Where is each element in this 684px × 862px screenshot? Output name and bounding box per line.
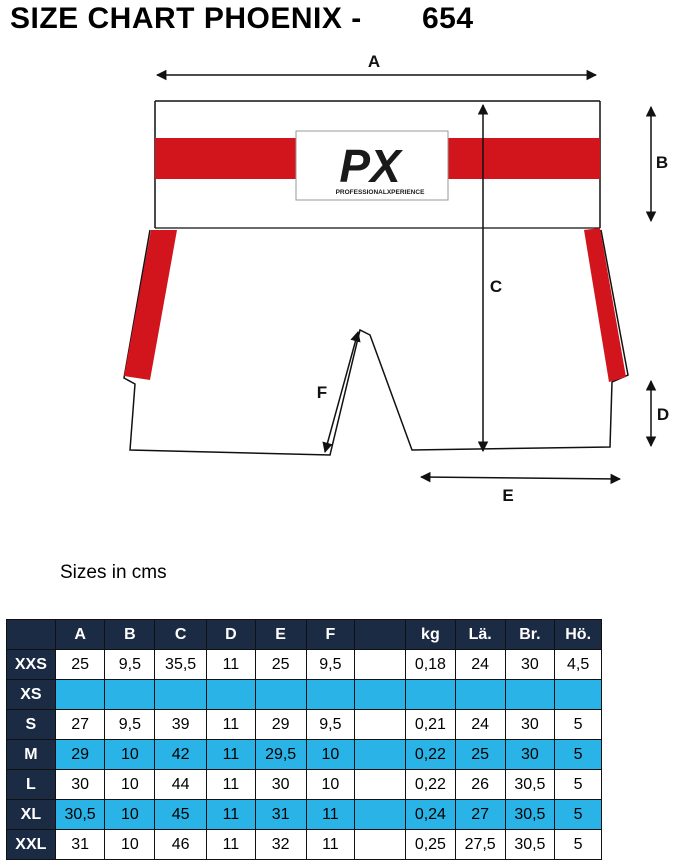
table-cell: 0,22: [406, 740, 456, 770]
column-header: kg: [406, 620, 456, 650]
table-cell: 10: [306, 740, 355, 770]
column-header: E: [255, 620, 306, 650]
table-cell: 30,5: [505, 770, 555, 800]
table-cell: 31: [255, 800, 306, 830]
table-cell: 11: [306, 800, 355, 830]
table-cell: 0,25: [406, 830, 456, 860]
table-cell: 27: [55, 710, 105, 740]
table-cell: [355, 830, 406, 860]
table-cell: 24: [455, 650, 505, 680]
table-row: [7, 800, 602, 830]
table-cell: 9,5: [105, 650, 155, 680]
table-cell: 0,21: [406, 710, 456, 740]
table-cell: [207, 680, 256, 710]
table-cell: 10: [306, 770, 355, 800]
label-b: B: [655, 153, 669, 172]
table-cell: 29,5: [255, 740, 306, 770]
table-cell: [505, 680, 555, 710]
table-cell: 25: [255, 650, 306, 680]
shorts-diagram: [0, 40, 684, 510]
column-header: B: [105, 620, 155, 650]
column-header: F: [306, 620, 355, 650]
title-text: SIZE CHART PHOENIX -: [10, 2, 362, 35]
table-cell: [306, 680, 355, 710]
table-cell: 10: [105, 740, 155, 770]
table-cell: 11: [207, 710, 256, 740]
table-cell: 5: [555, 800, 602, 830]
table-cell: [406, 680, 456, 710]
size-label: XXL: [7, 830, 56, 860]
table-cell: 5: [555, 830, 602, 860]
size-label: XS: [7, 680, 56, 710]
table-cell: 11: [207, 650, 256, 680]
logo-mark: PX: [339, 140, 401, 192]
table-cell: [355, 800, 406, 830]
arrow-e: [421, 477, 620, 479]
column-header: Lä.: [455, 620, 505, 650]
table-cell: [555, 680, 602, 710]
table-cell: 5: [555, 710, 602, 740]
column-header: Hö.: [555, 620, 602, 650]
table-cell: 30: [505, 740, 555, 770]
table-cell: 0,22: [406, 770, 456, 800]
table-row: [7, 710, 602, 740]
table-cell: 11: [207, 800, 256, 830]
logo-subtitle: PROFESSIONALXPERIENCE: [335, 189, 425, 196]
table-cell: 10: [105, 800, 155, 830]
table-cell: 35,5: [155, 650, 207, 680]
size-label: S: [7, 710, 56, 740]
table-cell: 27,5: [455, 830, 505, 860]
size-label: L: [7, 770, 56, 800]
table-cell: [105, 680, 155, 710]
table-cell: 39: [155, 710, 207, 740]
table-cell: 0,18: [406, 650, 456, 680]
table-cell: 26: [455, 770, 505, 800]
table-cell: 30: [505, 650, 555, 680]
table-cell: [355, 650, 406, 680]
table-cell: 27: [455, 800, 505, 830]
label-f: F: [316, 383, 328, 402]
table-cell: 11: [207, 830, 256, 860]
table-cell: 0,24: [406, 800, 456, 830]
table-cell: 25: [455, 740, 505, 770]
table-cell: 30,5: [55, 800, 105, 830]
table-cell: 5: [555, 740, 602, 770]
table-cell: 30: [255, 770, 306, 800]
table-cell: 29: [55, 740, 105, 770]
size-label: M: [7, 740, 56, 770]
size-label: XXS: [7, 650, 56, 680]
table-cell: [355, 680, 406, 710]
table-row: [7, 770, 602, 800]
table-cell: [355, 740, 406, 770]
table-cell: [55, 680, 105, 710]
column-header: Br.: [505, 620, 555, 650]
table-cell: 11: [207, 740, 256, 770]
column-header: D: [207, 620, 256, 650]
column-header: A: [55, 620, 105, 650]
table-cell: 24: [455, 710, 505, 740]
table-cell: 30,5: [505, 830, 555, 860]
label-e: E: [502, 486, 514, 505]
column-header: [7, 620, 56, 650]
table-cell: [355, 770, 406, 800]
table-cell: 10: [105, 830, 155, 860]
table-cell: 29: [255, 710, 306, 740]
table-cell: 32: [255, 830, 306, 860]
page-title: [10, 2, 474, 36]
table-cell: 10: [105, 770, 155, 800]
table-cell: 30: [55, 770, 105, 800]
column-header: C: [155, 620, 207, 650]
table-row: [7, 680, 602, 710]
table-cell: 9,5: [105, 710, 155, 740]
label-a: A: [367, 52, 381, 71]
table-cell: [255, 680, 306, 710]
table-cell: 11: [306, 830, 355, 860]
table-cell: 44: [155, 770, 207, 800]
table-cell: 9,5: [306, 710, 355, 740]
size-label: XL: [7, 800, 56, 830]
label-d: D: [656, 405, 670, 424]
table-header-row: [7, 620, 602, 650]
table-cell: 9,5: [306, 650, 355, 680]
table-cell: 31: [55, 830, 105, 860]
column-header: [355, 620, 406, 650]
table-cell: 45: [155, 800, 207, 830]
label-c: C: [489, 277, 503, 296]
table-row: [7, 830, 602, 860]
units-note: Sizes in cms: [60, 562, 167, 583]
table-cell: 42: [155, 740, 207, 770]
table-row: [7, 650, 602, 680]
arrow-f: [325, 332, 358, 452]
table-cell: [355, 710, 406, 740]
table-cell: [455, 680, 505, 710]
table-cell: 30,5: [505, 800, 555, 830]
table-row: [7, 740, 602, 770]
table-cell: 5: [555, 770, 602, 800]
product-code: 654: [422, 2, 474, 35]
table-cell: 11: [207, 770, 256, 800]
left-side-stripe: [124, 230, 177, 380]
table-cell: 4,5: [555, 650, 602, 680]
table-cell: 25: [55, 650, 105, 680]
size-table: [6, 619, 602, 860]
table-cell: 30: [505, 710, 555, 740]
table-cell: [155, 680, 207, 710]
px-logo: [296, 131, 448, 200]
table-cell: 46: [155, 830, 207, 860]
shorts-outline: [124, 230, 628, 455]
